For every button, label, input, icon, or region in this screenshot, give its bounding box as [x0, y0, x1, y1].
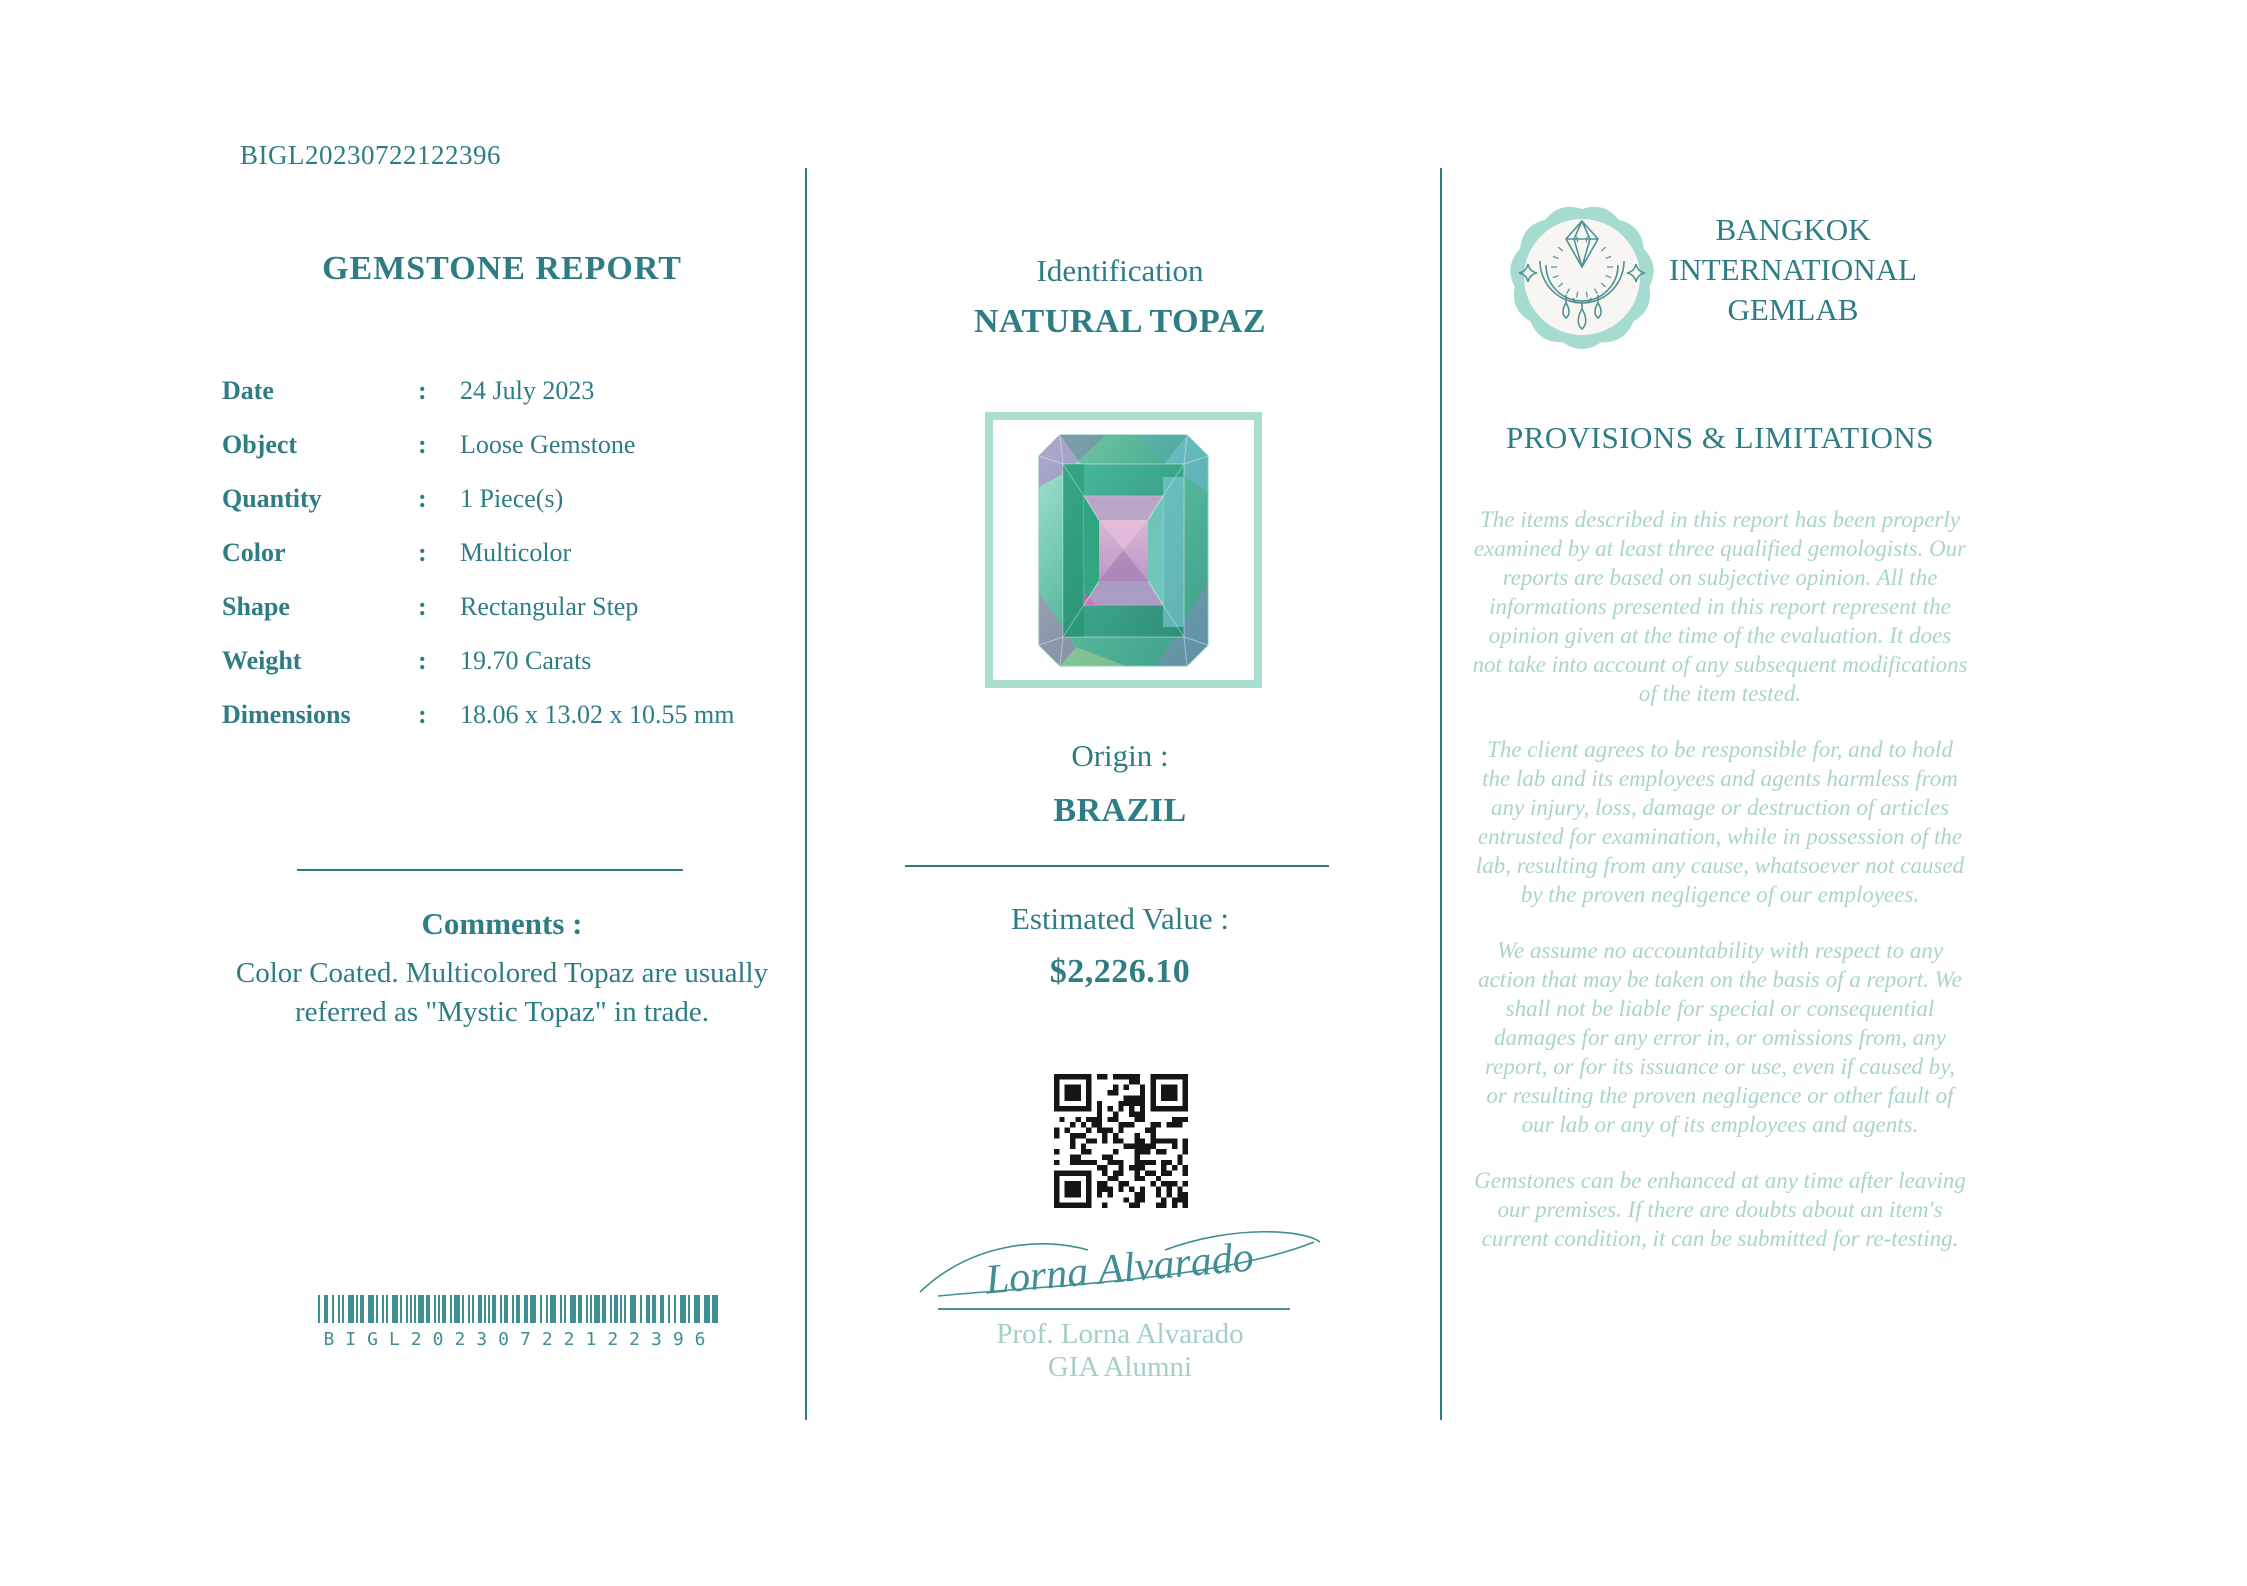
- origin-value: BRAZIL: [1053, 792, 1187, 829]
- barcode-bars: [318, 1295, 722, 1323]
- gem-photo: [1036, 432, 1211, 669]
- signature-text: Lorna Alvarado: [983, 1234, 1256, 1304]
- field-value: 24 July 2023: [460, 376, 595, 405]
- provision-paragraph: The items described in this report has been properly examined by at least three qualified gemologists. Our reports are based on subjective opinion. All the informations presented in this report represent the opinion given at the time of the evaluation. It does not take into account of any subsequent modifications of the item tested.: [1472, 507, 1968, 706]
- lab-badge-icon: [1502, 197, 1662, 357]
- field-colon: :: [418, 484, 427, 513]
- provisions-paragraphs: [1472, 505, 1968, 1280]
- origin-value-divider: [905, 865, 1329, 867]
- qr-code-icon: [1054, 1074, 1188, 1208]
- report-number: BIGL20230722122396: [240, 140, 501, 170]
- column-divider-right: [1440, 168, 1442, 1420]
- table-row: [222, 418, 782, 472]
- estimated-value-label: Estimated Value :: [1010, 901, 1230, 936]
- field-value: 19.70 Carats: [460, 646, 592, 675]
- field-label: Dimensions: [222, 700, 351, 729]
- field-colon: :: [418, 592, 427, 621]
- table-row: [222, 688, 782, 742]
- field-value: Rectangular Step: [460, 592, 639, 621]
- table-row: [222, 580, 782, 634]
- field-value: 1 Piece(s): [460, 484, 564, 513]
- field-value: Loose Gemstone: [460, 430, 636, 459]
- report-title: GEMSTONE REPORT: [322, 250, 682, 287]
- field-label: Object: [222, 430, 298, 459]
- gem-photo-frame: [985, 412, 1262, 688]
- lab-name-line: INTERNATIONAL: [1669, 252, 1917, 287]
- column-divider-left: [805, 168, 807, 1420]
- field-colon: :: [418, 538, 427, 567]
- provisions-title: PROVISIONS & LIMITATIONS: [1505, 420, 1935, 455]
- signatory-name: Prof. Lorna Alvarado: [996, 1318, 1244, 1350]
- provision-paragraph: Gemstones can be enhanced at any time after leaving our premises. If there are doubts about an item's current condition, it can be submitted for re-testing.: [1474, 1168, 1966, 1251]
- provision-paragraph: The client agrees to be responsible for, and to hold the lab and its employees and agents harmless from any injury, loss, damage or destruction of articles entrusted for examination, while in possession of the lab, resulting from any cause, whatsoever not caused by the proven negligence of our employees.: [1475, 737, 1965, 907]
- lab-name-line: BANGKOK: [1715, 212, 1871, 247]
- origin-label: Origin :: [1071, 738, 1169, 773]
- barcode: [318, 1295, 722, 1350]
- field-label: Weight: [222, 646, 302, 675]
- field-label: Date: [222, 376, 274, 405]
- comments-text: Color Coated. Multicolored Topaz are usually referred as "Mystic Topaz" in trade.: [235, 957, 769, 1028]
- table-row: [222, 526, 782, 580]
- identification-value: NATURAL TOPAZ: [973, 303, 1267, 340]
- field-value: Multicolor: [460, 538, 572, 567]
- identification-label: Identification: [1036, 253, 1204, 288]
- signature-line: [938, 1308, 1290, 1310]
- field-value: 18.06 x 13.02 x 10.55 mm: [460, 700, 735, 729]
- comments-section: [212, 906, 792, 1032]
- field-label: Shape: [222, 592, 290, 621]
- estimated-value: $2,226.10: [1049, 953, 1191, 990]
- lab-name: [1648, 210, 1938, 330]
- comments-divider: [297, 869, 683, 871]
- comments-title: Comments :: [421, 906, 583, 941]
- table-row: [222, 364, 782, 418]
- lab-name-line: GEMLAB: [1727, 292, 1859, 327]
- field-label: Color: [222, 538, 286, 567]
- signature-flourish: [910, 1222, 1330, 1310]
- signatory-title: GIA Alumni: [1047, 1351, 1193, 1383]
- table-row: [222, 634, 782, 688]
- barcode-text: BIGL20230722122396: [323, 1329, 717, 1350]
- gem-attributes-table: [222, 364, 782, 742]
- table-row: [222, 472, 782, 526]
- report-details-section: [222, 250, 782, 742]
- field-colon: :: [418, 700, 427, 729]
- signature: [910, 1222, 1330, 1310]
- field-colon: :: [418, 376, 427, 405]
- field-label: Quantity: [222, 484, 322, 513]
- field-colon: :: [418, 430, 427, 459]
- provision-paragraph: We assume no accountability with respect to any action that may be taken on the basis of a report. We shall not be liable for special or consequential damages for any error in, or omissions from, any report, or for its issuance or use, even if caused by, or resulting the proven negligence or other fault of our lab or any of its employees and agents.: [1478, 938, 1962, 1137]
- field-colon: :: [418, 646, 427, 675]
